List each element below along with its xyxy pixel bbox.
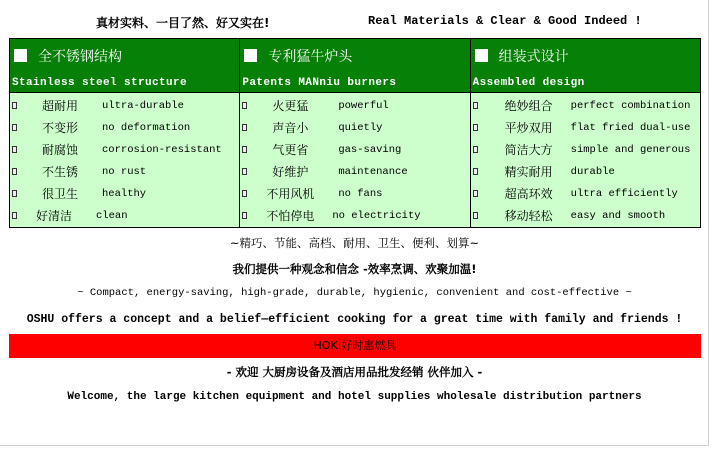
item-label-cn: 绝妙组合 (504, 99, 553, 113)
header-cn: 真材实料、一目了然、好又实在! (96, 16, 270, 30)
bullet-icon (242, 146, 247, 153)
list-item (471, 161, 700, 183)
welcome-cn: - 欢迎 大厨房设备及酒店用品批发经销 伙伴加入 - (226, 365, 483, 379)
item-label-cn: 声音小 (272, 121, 309, 135)
list-item (471, 205, 700, 227)
item-label-en: flat fried dual-use (570, 122, 691, 134)
bullet-icon (473, 124, 478, 131)
feature-list (240, 93, 469, 227)
list-item (10, 183, 239, 205)
item-label-en: no deformation (102, 122, 191, 134)
bullet-icon (242, 212, 247, 219)
square-icon (244, 49, 257, 62)
item-label-cn: 精实耐用 (504, 165, 553, 179)
list-item (10, 205, 239, 227)
list-item (240, 161, 469, 183)
bullet-icon (12, 168, 17, 175)
item-label-cn: 超耐用 (42, 99, 79, 113)
bullet-icon (12, 102, 17, 109)
item-label-cn: 平炒双用 (504, 121, 553, 135)
concept-en: OSHU offers a concept and a belief—efficient cooking for a great time with family and friends ! (26, 313, 683, 326)
bullet-icon (12, 190, 17, 197)
column-body-burners (240, 93, 470, 228)
bullet-icon (12, 146, 17, 153)
bullet-icon (473, 146, 478, 153)
column-header-structure (10, 39, 240, 93)
item-label-en: no electricity (332, 210, 421, 222)
summary-cn: ~精巧、节能、高档、耐用、卫生、便利、划算~ (229, 236, 480, 250)
column-title-cn: 全不锈钢结构 (38, 49, 122, 65)
list-item (10, 95, 239, 117)
item-label-cn: 好维护 (272, 165, 309, 179)
bullet-icon (242, 168, 247, 175)
item-label-cn: 好清洁 (36, 209, 73, 223)
feature-list (471, 93, 700, 227)
bullet-icon (242, 190, 247, 197)
column-body-design (470, 93, 700, 228)
item-label-cn: 不用风机 (266, 187, 315, 201)
list-item (10, 117, 239, 139)
column-title-en: Stainless steel structure (12, 77, 188, 89)
header-en: Real Materials & Clear & Good Indeed ! (368, 14, 642, 28)
item-label-en: powerful (338, 100, 389, 112)
brand-banner: HOK:好时惠燃具 (9, 334, 701, 358)
item-label-en: no fans (338, 188, 383, 200)
item-label-en: simple and generous (570, 144, 691, 156)
item-label-cn: 简洁大方 (504, 143, 553, 157)
list-item (240, 95, 469, 117)
column-header-design (470, 39, 700, 93)
list-item (471, 95, 700, 117)
item-label-en: healthy (102, 188, 147, 200)
square-icon (475, 49, 488, 62)
list-item (240, 139, 469, 161)
column-title-cn: 组装式设计 (498, 49, 569, 65)
column-title-en: Assembled design (472, 77, 585, 89)
item-label-en: clean (96, 210, 128, 222)
item-label-cn: 耐腐蚀 (42, 143, 79, 157)
item-label-en: maintenance (338, 166, 408, 178)
item-label-en: gas-saving (338, 144, 402, 156)
item-label-en: quietly (338, 122, 383, 134)
item-label-cn: 移动轻松 (504, 209, 553, 223)
item-label-cn: 很卫生 (42, 187, 79, 201)
list-item (240, 205, 469, 227)
list-item (240, 117, 469, 139)
list-item (471, 183, 700, 205)
bullet-icon (473, 212, 478, 219)
column-header-burners (240, 39, 470, 93)
item-label-cn: 不怕停电 (266, 209, 315, 223)
bullet-icon (242, 102, 247, 109)
bullet-icon (12, 212, 17, 219)
bullet-icon (12, 124, 17, 131)
features-table (9, 38, 701, 228)
list-item (471, 117, 700, 139)
list-item (10, 161, 239, 183)
item-label-en: corrosion-resistant (102, 144, 222, 156)
square-icon (14, 49, 27, 62)
item-label-en: no rust (102, 166, 147, 178)
list-item (471, 139, 700, 161)
list-item (10, 139, 239, 161)
bullet-icon (473, 168, 478, 175)
item-label-en: easy and smooth (570, 210, 666, 222)
list-item (240, 183, 469, 205)
welcome-en: Welcome, the large kitchen equipment and hotel supplies wholesale distribution partners (67, 391, 642, 403)
feature-list (10, 93, 239, 227)
bullet-icon (473, 102, 478, 109)
item-label-en: durable (570, 166, 615, 178)
item-label-cn: 超高环效 (504, 187, 553, 201)
column-title-cn: 专利猛牛炉头 (268, 49, 353, 65)
column-body-structure (10, 93, 240, 228)
item-label-en: ultra-durable (102, 100, 184, 112)
item-label-en: ultra efficiently (570, 188, 678, 200)
item-label-cn: 气更省 (272, 143, 309, 157)
bullet-icon (473, 190, 478, 197)
item-label-en: perfect combination (570, 100, 691, 112)
column-title-en: Patents MANniu burners (242, 77, 397, 89)
item-label-cn: 火更猛 (272, 99, 309, 113)
summary-en: ~ Compact, energy-saving, high-grade, durable, hygienic, convenient and cost-effective ~ (77, 287, 632, 299)
bullet-icon (242, 124, 247, 131)
item-label-cn: 不生锈 (42, 165, 79, 179)
concept-cn: 我们提供一种观念和信念 -效率烹调、欢聚加温! (232, 262, 477, 276)
item-label-cn: 不变形 (42, 121, 79, 135)
